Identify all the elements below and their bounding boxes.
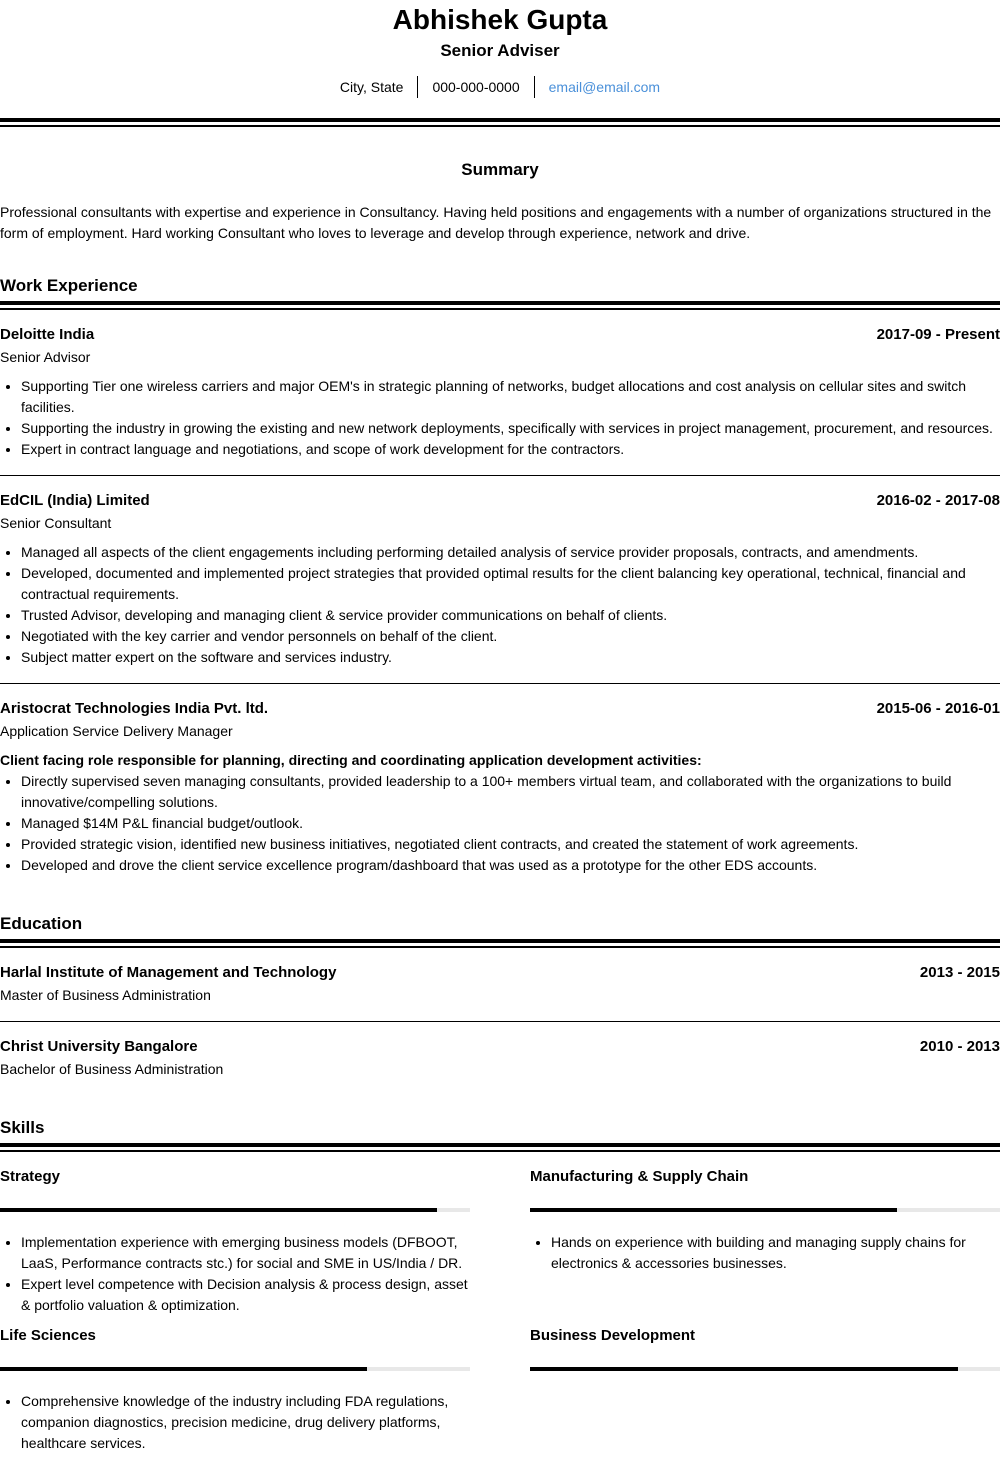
role-description: Client facing role responsible for planning, directing and coordinating application development activities:: [0, 752, 702, 768]
skill-level-bar: [530, 1208, 1000, 1212]
skill-level-fill: [0, 1208, 437, 1212]
skill-name: Strategy: [0, 1168, 61, 1185]
bullet-list: [0, 376, 1000, 460]
bullet-item: • Provided strategic vision, identified new business initiatives, negotiated client contracts, and created the statement of work agreements.: [21, 834, 1000, 855]
bullet-item: • Supporting Tier one wireless carriers and major OEM's in strategic planning of networks, budget allocations and cost analysis on cellular sites and switch facilities.: [21, 376, 1000, 418]
bullet-item: • Hands on experience with building and managing supply chains for electronics & accessories businesses.: [551, 1232, 1000, 1274]
skill-item: [530, 1166, 1000, 1325]
section-divider: [0, 1143, 1000, 1152]
school-name: Christ University Bangalore: [0, 1038, 198, 1055]
education-list: [0, 948, 1000, 1095]
bullet-list: [0, 542, 1000, 668]
bullet-list: [0, 1391, 470, 1454]
bullet-list: [0, 771, 1000, 876]
bullet-item: • Comprehensive knowledge of the industry including FDA regulations, companion diagnostics, precision medicine, drug delivery platforms, healthcare services.: [21, 1391, 470, 1454]
entry-header: [0, 324, 1000, 346]
education-heading: Education: [0, 914, 83, 933]
skill-item: [0, 1166, 470, 1325]
entry-header: [0, 1036, 1000, 1058]
skill-item: [0, 1325, 470, 1484]
job-role: Senior Advisor: [0, 349, 91, 365]
bullet-item: • Managed all aspects of the client engagements including performing detailed analysis of service provider proposals, contracts, and amendments.: [21, 542, 1000, 563]
bullet-item: • Trusted Advisor, developing and managing client & service provider communications on behalf of clients.: [21, 605, 1000, 626]
bullet-item: • Developed and drove the client service excellence program/dashboard that was used as a prototype for the other EDS accounts.: [21, 855, 1000, 876]
bullet-list: [0, 1232, 470, 1316]
bullet-item: • Managed $14M P&L financial budget/outlook.: [21, 813, 1000, 834]
skill-name: Business Development: [530, 1327, 696, 1344]
summary-text: Professional consultants with expertise and experience in Consultancy. Having held positions and engagements with a number of organizations structured in the form of employment. Hard working Consultant who loves to leverage and develop through experience, network and drive.: [0, 204, 992, 241]
skill-level-fill: [0, 1367, 367, 1371]
skills-grid: [0, 1166, 1000, 1484]
entry-header: [0, 698, 1000, 720]
degree: Bachelor of Business Administration: [0, 1061, 224, 1077]
resume-header: [0, 0, 1000, 98]
summary-heading: Summary: [461, 160, 539, 179]
location: City, State: [339, 79, 404, 95]
header-divider: [0, 118, 1000, 127]
phone: 000-000-0000: [417, 76, 533, 98]
work-entry: [0, 310, 1000, 476]
skill-item: [530, 1325, 1000, 1484]
section-divider: [0, 939, 1000, 948]
date-range: 2016-02 - 2017-08: [876, 492, 1000, 509]
bullet-item: • Expert in contract language and negotiations, and scope of work development for the contractors.: [21, 439, 1000, 460]
date-range: 2017-09 - Present: [876, 326, 1000, 343]
skill-level-bar: [0, 1367, 470, 1371]
skill-level-fill: [530, 1208, 897, 1212]
company-name: Aristocrat Technologies India Pvt. ltd.: [0, 700, 269, 717]
skill-name: Life Sciences: [0, 1327, 96, 1344]
date-range: 2010 - 2013: [919, 1038, 1000, 1055]
candidate-name: Abhishek Gupta: [392, 4, 608, 35]
contact-info: [0, 76, 1000, 98]
company-name: EdCIL (India) Limited: [0, 492, 150, 509]
degree: Master of Business Administration: [0, 987, 211, 1003]
email-link[interactable]: email@email.com: [534, 76, 674, 98]
job-role: Application Service Delivery Manager: [0, 723, 233, 739]
section-divider: [0, 301, 1000, 310]
skill-name: Manufacturing & Supply Chain: [530, 1168, 749, 1185]
work-entry: [0, 476, 1000, 684]
skill-level-bar: [530, 1367, 1000, 1371]
job-role: Senior Consultant: [0, 515, 112, 531]
entry-header: [0, 962, 1000, 984]
date-range: 2013 - 2015: [919, 964, 1000, 981]
skills-heading: Skills: [0, 1118, 45, 1137]
entry-header: [0, 490, 1000, 512]
work-experience-heading: Work Experience: [0, 276, 138, 295]
bullet-item: • Negotiated with the key carrier and vendor personnels on behalf of the client.: [21, 626, 1000, 647]
education-entry: [0, 948, 1000, 1022]
work-entry: [0, 684, 1000, 891]
work-experience-list: [0, 310, 1000, 891]
education-entry: [0, 1022, 1000, 1095]
bullet-item: • Directly supervised seven managing consultants, provided leadership to a 100+ members virtual team, and collaborated with the organizations to build innovative/compelling solutions.: [21, 771, 1000, 813]
school-name: Harlal Institute of Management and Technology: [0, 964, 337, 981]
skill-level-fill: [530, 1367, 958, 1371]
bullet-item: • Supporting the industry in growing the existing and new network deployments, specifically with services in project management, procurement, and resources.: [21, 418, 1000, 439]
skill-level-bar: [0, 1208, 470, 1212]
company-name: Deloitte India: [0, 326, 95, 343]
bullet-item: • Subject matter expert on the software and services industry.: [21, 647, 1000, 668]
bullet-list: [530, 1232, 1000, 1274]
bullet-item: • Expert level competence with Decision analysis & process design, asset & portfolio valuation & optimization.: [21, 1274, 470, 1316]
date-range: 2015-06 - 2016-01: [876, 700, 1000, 717]
bullet-item: • Developed, documented and implemented project strategies that provided optimal results for the client balancing key operational, technical, financial and contractual requirements.: [21, 563, 1000, 605]
candidate-title: Senior Adviser: [440, 41, 560, 60]
bullet-item: • Implementation experience with emerging business models (DFBOOT, LaaS, Performance contracts stc.) for social and SME in US/India / DR.: [21, 1232, 470, 1274]
